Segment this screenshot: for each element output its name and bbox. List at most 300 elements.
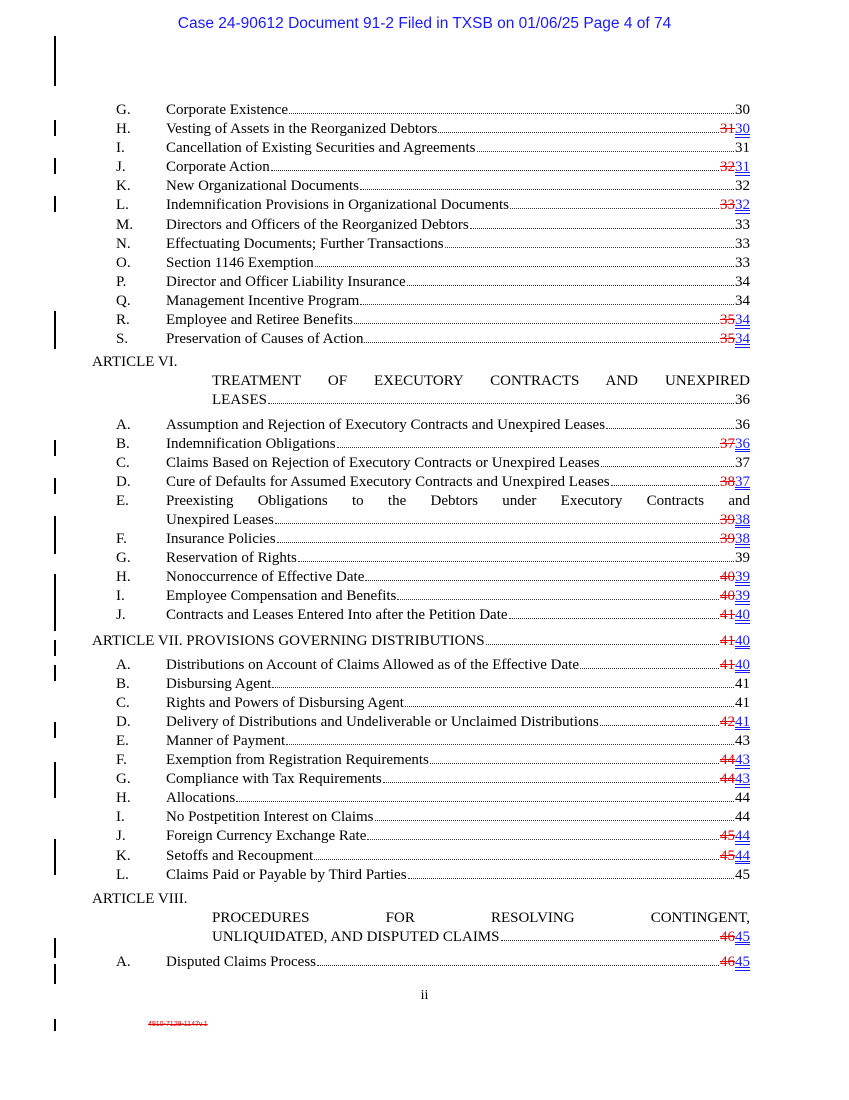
toc-entry[interactable] [92, 732, 750, 751]
page-ref: 36 [735, 416, 750, 433]
entry-letter: G. [116, 102, 131, 118]
page-ref [720, 120, 750, 139]
toc-entry[interactable] [92, 292, 750, 311]
entry-title-wrap [166, 158, 720, 177]
entry-title: Delivery of Distributions and Undeliverable or Unclaimed Distributions [166, 713, 599, 730]
deleted-page: 41 [720, 632, 735, 649]
toc-entry[interactable] [92, 254, 750, 273]
table-of-contents [92, 101, 750, 972]
page-ref [720, 847, 750, 866]
leader-dots [286, 744, 734, 745]
inserted-page: 34 [735, 312, 750, 329]
entry-title: Preservation of Causes of Action [166, 331, 364, 348]
page-ref: 34 [735, 273, 750, 290]
article-label: ARTICLE VIII. [92, 890, 188, 907]
page-ref: 44 [735, 790, 750, 807]
toc-entry[interactable] [92, 139, 750, 158]
entry-title: Section 1146 Exemption [166, 254, 314, 271]
leader-dots [298, 561, 734, 562]
page-ref [720, 473, 750, 492]
leader-dots [271, 170, 719, 171]
entry-title-wrap [166, 789, 735, 808]
entry-title: Cure of Defaults for Assumed Executory Contracts and Unexpired Leases [166, 473, 610, 490]
entry-letter: E. [116, 733, 129, 749]
entry-title: No Postpetition Interest on Claims [166, 809, 374, 826]
entry-letter: B. [116, 675, 130, 692]
article-v-items [92, 101, 750, 349]
toc-entry[interactable] [92, 530, 750, 549]
leader-dots [272, 687, 734, 688]
leader-dots [606, 428, 734, 429]
page-ref [720, 511, 750, 530]
deleted-page: 40 [720, 569, 735, 586]
page-ref: 37 [735, 454, 750, 471]
toc-entry[interactable] [92, 454, 750, 473]
article-label: ARTICLE VI. [92, 354, 178, 371]
leader-dots [236, 801, 734, 802]
entry-letter: J. [116, 828, 126, 845]
page-ref: 41 [735, 694, 750, 711]
page-ref [720, 928, 750, 947]
inserted-page: 44 [735, 847, 750, 864]
entry-title-wrap [166, 177, 735, 196]
entry-title-wrap [166, 808, 735, 827]
toc-entry[interactable] [92, 177, 750, 196]
article-title-line: TREATMENT OF EXECUTORY CONTRACTS AND UNEXPIRED [212, 373, 750, 390]
page-ref: 44 [735, 809, 750, 826]
entry-title-wrap [166, 454, 735, 473]
entry-title-wrap [166, 416, 735, 435]
inserted-page: 40 [735, 656, 750, 673]
change-bar [54, 722, 56, 738]
inserted-page: 36 [735, 435, 750, 452]
entry-title: Disputed Claims Process [166, 954, 316, 971]
entry-letter: A. [116, 416, 131, 433]
change-bar [54, 196, 56, 212]
page-ref [720, 587, 750, 606]
page-ref: 33 [735, 235, 750, 252]
entry-letter: N. [116, 235, 131, 252]
page-ref [720, 330, 750, 349]
toc-entry[interactable] [92, 435, 750, 454]
entry-title-wrap [166, 330, 720, 349]
entry-title: Cancellation of Existing Securities and Agreements [166, 140, 476, 157]
change-bar [54, 36, 56, 86]
toc-entry[interactable] [92, 330, 750, 349]
page-ref: 39 [735, 550, 750, 567]
toc-entry[interactable] [92, 675, 750, 694]
change-bar [54, 665, 56, 681]
entry-title: Management Incentive Program [166, 292, 360, 309]
entry-letter: C. [116, 694, 130, 711]
entry-letter: J. [116, 607, 126, 624]
entry-letter: I. [116, 140, 125, 157]
entry-title-wrap [166, 530, 720, 549]
page-ref [720, 770, 750, 789]
inserted-page: 39 [735, 569, 750, 586]
entry-title: Directors and Officers of the Reorganized Debtors [166, 216, 469, 233]
article-vii-items [92, 656, 750, 885]
inserted-page: 38 [735, 511, 750, 528]
deleted-page: 42 [720, 713, 735, 730]
toc-entry[interactable] [92, 473, 750, 492]
entry-title: Employee and Retiree Benefits [166, 312, 354, 329]
entry-letter: P. [116, 273, 127, 290]
leader-dots [397, 599, 719, 600]
entry-letter: B. [116, 435, 130, 452]
entry-title: Distributions on Account of Claims Allowed as of the Effective Date [166, 656, 579, 673]
leader-dots [314, 859, 719, 860]
toc-entry[interactable] [92, 847, 750, 866]
entry-title-wrap [166, 311, 720, 330]
inserted-page: 44 [735, 828, 750, 845]
leader-dots [289, 113, 734, 114]
page-ref [720, 196, 750, 215]
entry-title: Employee Compensation and Benefits [166, 588, 397, 605]
entry-title: Effectuating Documents; Further Transactions [166, 235, 444, 252]
page-ref [720, 606, 750, 625]
change-bar [54, 120, 56, 136]
leader-dots [601, 466, 734, 467]
toc-entry[interactable] [92, 416, 750, 435]
entry-letter: D. [116, 473, 131, 490]
toc-entry[interactable] [92, 713, 750, 732]
leader-dots [600, 725, 719, 726]
entry-letter: K. [116, 847, 131, 864]
page-ref [720, 953, 750, 972]
change-bar [54, 311, 56, 349]
toc-entry[interactable] [92, 587, 750, 606]
leader-dots [510, 208, 719, 209]
inserted-page: 45 [735, 928, 750, 945]
deleted-page: 45 [720, 828, 735, 845]
entry-title-wrap [166, 254, 735, 273]
entry-title: Claims Paid or Payable by Third Parties [166, 866, 407, 883]
entry-title: Corporate Action [166, 159, 270, 176]
article-vi-items [92, 530, 750, 625]
entry-title: Preexisting Obligations to the Debtors under Executory Contracts and [166, 492, 750, 509]
entry-title-wrap [166, 953, 720, 972]
leader-dots [364, 342, 719, 343]
leader-dots [445, 247, 734, 248]
toc-entry[interactable] [92, 866, 750, 885]
change-bar [54, 440, 56, 456]
page-ref [720, 656, 750, 675]
leader-dots [430, 763, 719, 764]
entry-title-wrap [166, 549, 735, 568]
page-ref [720, 435, 750, 454]
deleted-page: 39 [720, 531, 735, 548]
deleted-page: 38 [720, 473, 735, 490]
toc-entry[interactable] [92, 606, 750, 625]
inserted-page: 39 [735, 588, 750, 605]
toc-entry[interactable] [92, 751, 750, 770]
change-bar [54, 964, 56, 984]
entry-title-wrap [166, 675, 735, 694]
entry-title: Disbursing Agent [166, 675, 272, 692]
article-title-line: PROCEDURES FOR RESOLVING CONTINGENT, [212, 909, 750, 926]
leader-dots [354, 323, 719, 324]
deleted-page: 40 [720, 588, 735, 605]
page-ref: 30 [735, 102, 750, 118]
page-ref [720, 568, 750, 587]
inserted-page: 31 [735, 159, 750, 176]
change-bar [54, 574, 56, 631]
inserted-page: 45 [735, 954, 750, 971]
change-bar [54, 762, 56, 798]
toc-entry[interactable] [92, 808, 750, 827]
toc-entry[interactable] [92, 770, 750, 789]
deleted-page: 39 [720, 511, 735, 528]
entry-title-wrap [166, 713, 720, 732]
page-ref: 33 [735, 254, 750, 271]
entry-letter: A. [116, 954, 131, 971]
article-viii-items [92, 953, 750, 972]
entry-title-wrap [166, 732, 735, 751]
entry-title: Indemnification Provisions in Organizational Documents [166, 197, 509, 214]
entry-letter: K. [116, 178, 131, 195]
toc-entry[interactable] [92, 196, 750, 215]
toc-entry[interactable] [92, 953, 750, 972]
entry-letter: I. [116, 809, 125, 826]
entry-title: New Organizational Documents [166, 178, 360, 195]
entry-title: Rights and Powers of Disbursing Agent [166, 694, 404, 711]
entry-letter: G. [116, 771, 131, 788]
entry-letter: F. [116, 752, 127, 769]
leader-dots [360, 189, 734, 190]
article-title: ARTICLE VII. PROVISIONS GOVERNING DISTRIBUTIONS [92, 632, 485, 649]
entry-title-wrap [166, 273, 735, 292]
article-vi-items [92, 416, 750, 492]
entry-letter: M. [116, 216, 134, 233]
entry-title: Corporate Existence [166, 102, 289, 118]
leader-dots [470, 228, 734, 229]
article-title-line: UNLIQUIDATED, AND DISPUTED CLAIMS [212, 928, 500, 945]
change-bar [54, 158, 56, 174]
entry-title-wrap [166, 435, 720, 454]
page-ref: 33 [735, 216, 750, 233]
page-ref: 31 [735, 140, 750, 157]
entry-title-wrap [166, 568, 720, 587]
entry-title-wrap [166, 656, 720, 675]
entry-letter: H. [116, 121, 131, 138]
page-ref: 41 [735, 675, 750, 692]
filing-header: Case 24-90612 Document 91-2 Filed in TXSB on 01/06/25 Page 4 of 74 [177, 15, 672, 32]
deleted-page: 33 [720, 197, 735, 214]
deleted-page: 35 [720, 331, 735, 348]
toc-entry[interactable] [92, 235, 750, 254]
entry-title-wrap [166, 606, 720, 625]
change-bar [54, 1019, 56, 1031]
article-viii-heading[interactable] [92, 890, 750, 947]
page-ref: 32 [735, 178, 750, 195]
entry-title: Contracts and Leases Entered Into after the Petition Date [166, 607, 508, 624]
inserted-page: 40 [735, 607, 750, 624]
entry-letter: C. [116, 454, 130, 471]
entry-title: Claims Based on Rejection of Executory Contracts or Unexpired Leases [166, 454, 600, 471]
deleted-page: 37 [720, 435, 735, 452]
page-ref [720, 827, 750, 846]
entry-title-wrap [166, 101, 735, 120]
entry-title: Reservation of Rights [166, 550, 297, 567]
inserted-page: 40 [735, 632, 750, 649]
leader-dots [367, 839, 719, 840]
leader-dots [611, 485, 719, 486]
toc-entry[interactable] [92, 311, 750, 330]
document-id: 4910-7129-1147v.1 [148, 1021, 208, 1028]
page-ref [720, 311, 750, 330]
toc-entry[interactable] [92, 216, 750, 235]
leader-dots [365, 580, 719, 581]
leader-dots [438, 132, 719, 133]
inserted-page: 38 [735, 531, 750, 548]
entry-letter: Q. [116, 292, 131, 309]
entry-title-wrap [166, 216, 735, 235]
entry-letter: H. [116, 790, 131, 807]
toc-entry[interactable] [92, 656, 750, 675]
inserted-page: 30 [735, 121, 750, 138]
entry-title-wrap [166, 292, 735, 311]
page-ref [720, 530, 750, 549]
deleted-page: 44 [720, 752, 735, 769]
leader-dots [486, 644, 719, 645]
toc-entry[interactable] [92, 492, 750, 530]
page-ref [720, 632, 750, 651]
toc-entry[interactable] [92, 789, 750, 808]
entry-letter: J. [116, 159, 126, 176]
entry-title-wrap [166, 120, 720, 139]
change-bar [54, 839, 56, 875]
deleted-page: 32 [720, 159, 735, 176]
entry-letter: H. [116, 569, 131, 586]
inserted-page: 37 [735, 473, 750, 490]
entry-letter: L. [116, 866, 129, 883]
leader-dots [375, 820, 735, 821]
deleted-page: 41 [720, 607, 735, 624]
entry-title: Director and Officer Liability Insurance [166, 273, 406, 290]
leader-dots [408, 878, 734, 879]
entry-letter: S. [116, 331, 129, 348]
change-bar [54, 478, 56, 494]
deleted-page: 31 [720, 121, 735, 138]
leader-dots [580, 668, 719, 669]
page-ref [720, 751, 750, 770]
entry-title-wrap [166, 473, 720, 492]
inserted-page: 34 [735, 331, 750, 348]
page-ref: 36 [735, 392, 750, 409]
page-ref [720, 158, 750, 177]
toc-entry[interactable] [92, 120, 750, 139]
entry-title: Foreign Currency Exchange Rate [166, 828, 367, 845]
entry-letter: D. [116, 713, 131, 730]
entry-title-wrap [166, 587, 720, 606]
entry-title-wrap [166, 827, 720, 846]
entry-title-wrap [166, 694, 735, 713]
deleted-page: 41 [720, 656, 735, 673]
entry-title: Setoffs and Recoupment [166, 847, 314, 864]
page-number: ii [420, 988, 429, 1003]
leader-dots [275, 523, 719, 524]
entry-title: Vesting of Assets in the Reorganized Debtors [166, 121, 438, 138]
entry-letter: I. [116, 588, 125, 605]
deleted-page: 35 [720, 312, 735, 329]
entry-title: Exemption from Registration Requirements [166, 752, 429, 769]
entry-letter: E. [116, 492, 129, 509]
change-bar [54, 516, 56, 554]
deleted-page: 46 [720, 954, 735, 971]
leader-dots [360, 304, 734, 305]
leader-dots [405, 706, 734, 707]
toc-entry[interactable] [92, 827, 750, 846]
entry-title: Assumption and Rejection of Executory Contracts and Unexpired Leases [166, 416, 606, 433]
deleted-page: 44 [720, 771, 735, 788]
entry-title-wrap [166, 139, 735, 158]
toc-entry[interactable] [92, 158, 750, 177]
leader-dots [477, 151, 734, 152]
page-ref: 45 [735, 866, 750, 883]
entry-letter: F. [116, 531, 127, 548]
leader-dots [277, 542, 719, 543]
inserted-page: 43 [735, 752, 750, 769]
entry-title: Indemnification Obligations [166, 435, 336, 452]
entry-title-wrap [166, 866, 735, 885]
leader-dots [509, 618, 719, 619]
deleted-page: 46 [720, 928, 735, 945]
leader-dots [268, 403, 734, 404]
page-ref: 34 [735, 292, 750, 309]
entry-title-wrap [166, 235, 735, 254]
entry-title: Compliance with Tax Requirements [166, 771, 382, 788]
change-bar [54, 938, 56, 958]
leader-dots [317, 965, 719, 966]
entry-letter: O. [116, 254, 131, 271]
entry-letter: A. [116, 656, 131, 673]
leader-dots [315, 266, 734, 267]
article-vii-heading[interactable] [92, 632, 750, 651]
leader-dots [501, 940, 720, 941]
page-ref [720, 713, 750, 732]
toc-entry[interactable] [92, 273, 750, 292]
inserted-page: 41 [735, 713, 750, 730]
entry-title: Allocations [166, 790, 236, 807]
entry-letter: L. [116, 197, 129, 214]
inserted-page: 32 [735, 197, 750, 214]
entry-title-wrap [166, 751, 720, 770]
entry-title: Unexpired Leases [166, 511, 274, 528]
entry-title-wrap [166, 847, 720, 866]
entry-title-wrap [166, 196, 720, 215]
entry-title-wrap [166, 770, 720, 789]
entry-title: Insurance Policies [166, 531, 276, 548]
entry-title: Manner of Payment [166, 733, 286, 749]
article-vi-heading[interactable] [92, 353, 750, 410]
inserted-page: 43 [735, 771, 750, 788]
leader-dots [337, 447, 719, 448]
toc-entry[interactable] [92, 568, 750, 587]
change-bar [54, 640, 56, 656]
leader-dots [383, 782, 719, 783]
article-title-line: LEASES [212, 392, 268, 409]
toc-entry[interactable] [92, 101, 750, 120]
toc-entry[interactable] [92, 549, 750, 568]
leader-dots [407, 285, 734, 286]
entry-title: Nonoccurrence of Effective Date [166, 569, 365, 586]
entry-letter: G. [116, 550, 131, 567]
deleted-page: 45 [720, 847, 735, 864]
page-ref: 43 [735, 733, 750, 749]
toc-entry[interactable] [92, 694, 750, 713]
entry-letter: R. [116, 312, 130, 329]
